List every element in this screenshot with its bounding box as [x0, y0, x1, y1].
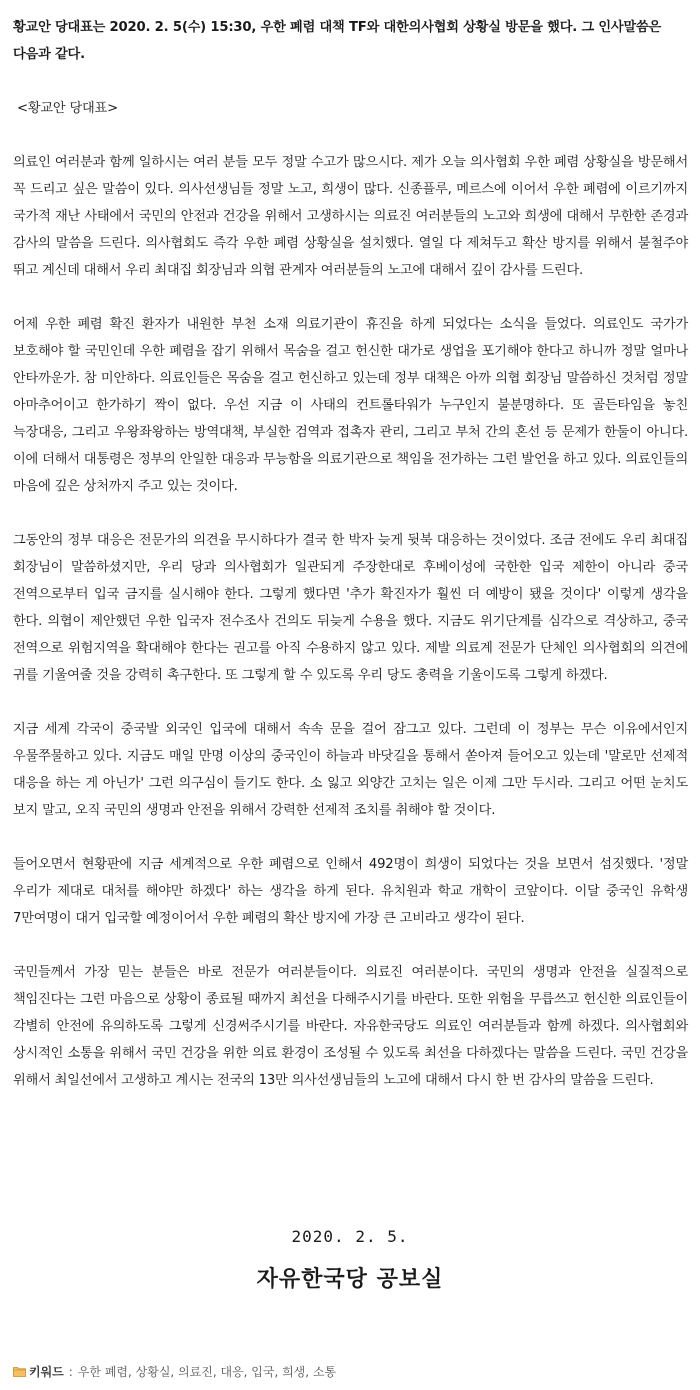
- organization-signature: 자유한국당 공보실: [256, 1267, 444, 1292]
- body-paragraph-3: 그동안의 정부 대응은 전문가의 의견을 무시하다가 결국 한 박자 늦게 뒷북 대응하는 것이었다. 조금 전에도 우리 최대집 회장님이 말씀하셨지만, 우리 당과 의사협회가 일관되게 주장한대로 후베이성에 국한한 입국 제한이 아니라 중국 전역으로부터 입국 금지를 실시해야 한다. 그렇게 했다면 '추가 확진자가 훨씬 더 예방이 됐을 것이다' 이렇게 생각을 한다. 의협이 제안했던 우한 입국자 전수조사 건의도 뒤늦게 수용을 했다. 지금도 위기단계를 심각으로 격상하고, 중국 전역으로 위험지역을 확대해야 한다는 권고를 아직 수용하지 않고 있다. 제발 의료계 전문가 단체인 의사협회의 의견에 귀를 기울여줄 것을 강력히 촉구한다. 또 그렇게 할 수 있도록 우리 당도 총력을 기울이도록 그렇게 하겠다.: [13, 533, 688, 683]
- keywords-list: 우한 폐렴, 상황실, 의료진, 대응, 입국, 희생, 소통: [77, 1365, 337, 1379]
- body-paragraph-5: 들어오면서 현황판에 지금 세계적으로 우한 폐렴으로 인해서 492명이 희생이 되었다는 것을 보면서 섬짓했다. '정말 우리가 제대로 대처를 해야만 하겠다' 하는 생각을 하게 된다. 유치원과 학교 개학이 코앞이다. 이달 중국인 유학생 7만여명이 대거 입국할 예정이어서 우한 폐렴의 확산 방지에 가장 큰 고비라고 생각이 된다.: [13, 857, 688, 926]
- folder-icon: [13, 1366, 26, 1377]
- body-paragraph-2: 어제 우한 폐렴 확진 환자가 내원한 부천 소재 의료기관이 휴진을 하게 되었다는 소식을 들었다. 의료인도 국가가 보호해야 할 국민인데 우한 폐렴을 잡기 위해서 목숨을 걸고 헌신한 대가로 생업을 포기해야 한다고 하니까 정말 얼마나 안타까운가. 참 미안하다. 의료인들은 목숨을 걸고 헌신하고 있는데 정부 대책은 아까 의협 회장님 말씀하신 것처럼 정말 아마추어이고 한가하기 짝이 없다. 우선 지금 이 사태의 컨트롤타워가 누구인지 불분명하다. 또 골든타임을 놓친 늑장대응, 그리고 우왕좌왕하는 방역대책, 부실한 검역과 접촉자 관리, 그리고 부처 간의 혼선 등 문제가 한둘이 아니다. 이에 더해서 대통령은 정부의 안일한 대응과 무능함을 의료기관으로 책임을 전가하는 그런 발언을 하고 있다. 의료인들의 마음에 깊은 상처까지 주고 있는 것이다.: [13, 317, 688, 494]
- keywords-separator: :: [68, 1364, 73, 1379]
- press-release-body: [13, 14, 688, 1121]
- body-paragraph-4: 지금 세계 각국이 중국발 외국인 입국에 대해서 속속 문을 걸어 잠그고 있다. 그런데 이 정부는 무슨 이유에서인지 우물쭈물하고 있다. 지금도 매일 만명 이상의 중국인이 하늘과 바닷길을 통해서 쏟아져 들어오고 있는데 '말로만 선제적 대응을 하는 게 아닌가' 그런 의구심이 들기도 한다. 소 잃고 외양간 고치는 일은 이제 그만 두시라. 그리고 어떤 눈치도 보지 말고, 오직 국민의 생명과 안전을 위해서 강력한 선제적 조치를 취해야 할 것이다.: [13, 722, 688, 818]
- body-paragraph-1: 의료인 여러분과 함께 일하시는 여러 분들 모두 정말 수고가 많으시다. 제가 오늘 의사협회 우한 폐렴 상황실을 방문해서 꼭 드리고 싶은 말씀이 있다. 의사선생님들 정말 노고, 희생이 많다. 신종플루, 메르스에 이어서 우한 폐렴에 이르기까지 국가적 재난 사태에서 국민의 안전과 건강을 위해서 고생하시는 의료진 여러분들의 노고와 희생에 대해서 무한한 존경과 감사의 말씀을 드린다. 의사협회도 즉각 우한 폐렴 상황실을 설치했다. 열일 다 제쳐두고 확산 방지를 위해서 불철주야 뛰고 계신데 대해서 우리 최대집 회장님과 의협 관계자 여러분들의 노고에 대해서 깊이 감사를 드린다.: [13, 155, 688, 278]
- intro-paragraph: 황교안 당대표는 2020. 2. 5(수) 15:30, 우한 폐렴 대책 TF와 대한의사협회 상황실 방문을 했다. 그 인사말씀은 다음과 같다.: [13, 20, 662, 62]
- keywords-bar: [13, 1363, 336, 1380]
- body-paragraph-6: 국민들께서 가장 믿는 분들은 바로 전문가 여러분들이다. 의료진 여러분이다. 국민의 생명과 안전을 실질적으로 책임진다는 그런 마음으로 상황이 종료될 때까지 최선을 다해주시기를 바란다. 또한 위험을 무릅쓰고 헌신한 의료인들이 각별히 안전에 유의하도록 그렇게 신경써주시기를 바란다. 자유한국당도 의료인 여러분들과 함께 하겠다. 의사협회와 상시적인 소통을 위해서 국민 건강을 위한 의료 환경이 조성될 수 있도록 최선을 다하겠다는 말씀을 드린다. 국민 건강을 위해서 최일선에서 고생하고 계시는 전국의 13만 의사선생님들의 노고에 대해서 다시 한 번 감사의 말씀을 드린다.: [13, 965, 688, 1088]
- release-date: 2020. 2. 5.: [291, 1227, 409, 1246]
- speaker-heading: <황교안 당대표>: [17, 101, 118, 116]
- keywords-label: 키워드: [29, 1365, 64, 1379]
